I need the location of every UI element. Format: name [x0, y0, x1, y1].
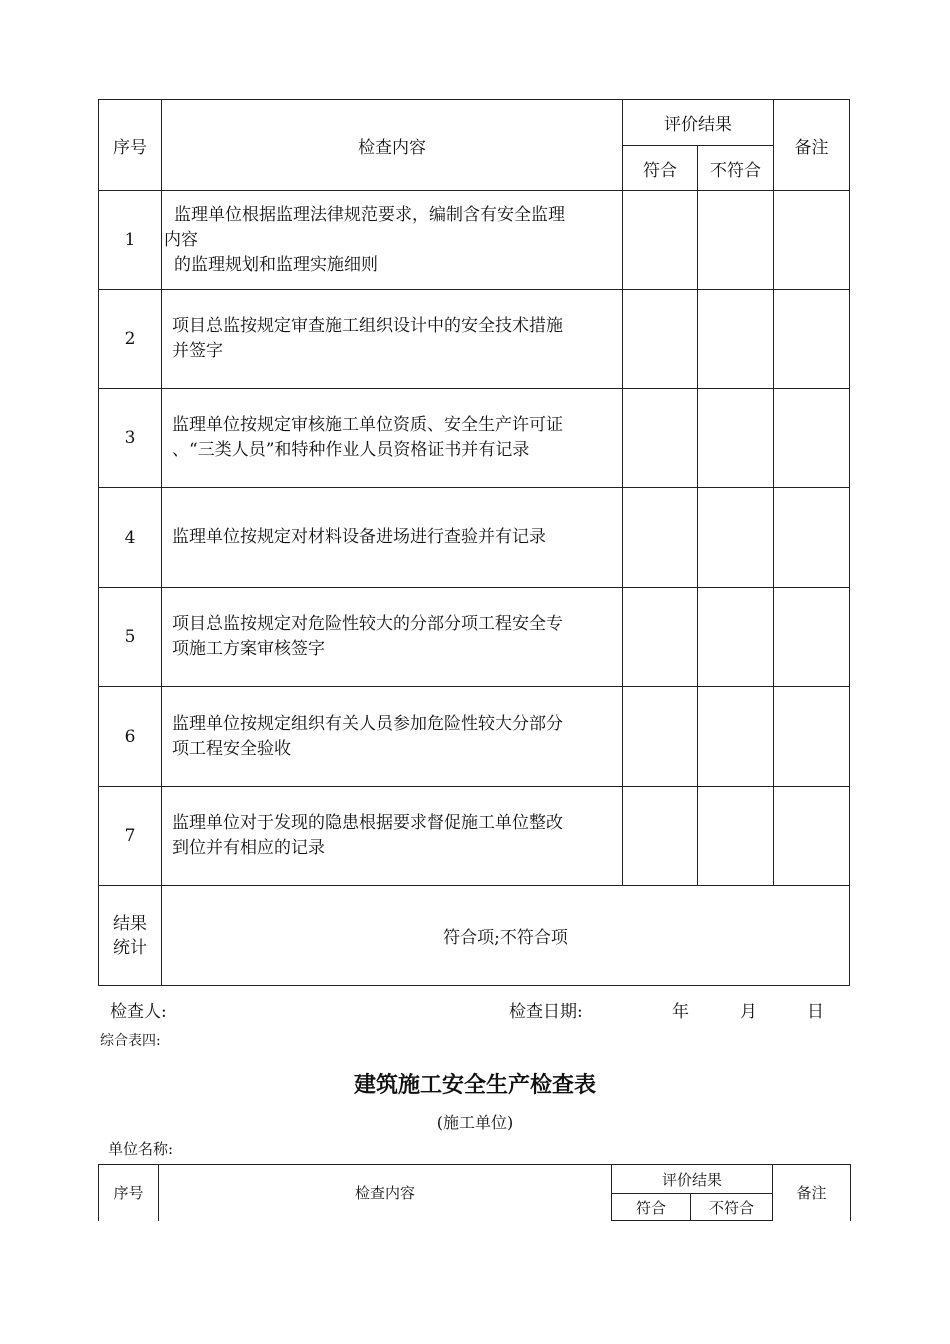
table-row — [99, 191, 850, 290]
cell-no[interactable] — [698, 389, 774, 488]
unit-name-label: 单位名称: — [108, 1140, 174, 1158]
table-row — [99, 687, 850, 787]
cell-note[interactable] — [774, 389, 850, 488]
header-seq: 序号 — [99, 1165, 159, 1221]
content-line: 到位并有相应的记录 — [172, 838, 325, 858]
cell-note[interactable] — [774, 191, 850, 290]
table-row — [99, 290, 850, 389]
stats-label-line: 结果 — [113, 913, 147, 934]
cell-yes[interactable] — [623, 488, 698, 588]
cell-note[interactable] — [774, 488, 850, 588]
row-content — [162, 191, 623, 290]
cell-no[interactable] — [698, 787, 774, 886]
table-row — [99, 787, 850, 886]
cell-note[interactable] — [774, 787, 850, 886]
content-line: 监理单位按规定组织有关人员参加危险性较大分部分 — [172, 713, 563, 734]
row-content — [162, 787, 623, 886]
month-label: 月 — [740, 1002, 757, 1022]
date-label: 检查日期: — [509, 1002, 583, 1022]
row-content — [162, 687, 623, 787]
content-line: 监理单位按规定审核施工单位资质、安全生产许可证 — [172, 415, 563, 435]
header-note: 备注 — [774, 100, 850, 191]
stats-row — [99, 886, 850, 986]
cell-note[interactable] — [774, 687, 850, 787]
row-seq: 2 — [99, 290, 162, 389]
header-no: 不符合 — [691, 1194, 773, 1221]
header-content: 检查内容 — [159, 1165, 612, 1221]
header-yes: 符合 — [623, 146, 698, 191]
year-label: 年 — [672, 1002, 689, 1022]
stats-value: 符合项;不符合项 — [162, 886, 850, 986]
cell-note[interactable] — [774, 290, 850, 389]
inspector-label: 检查人: — [110, 1002, 167, 1022]
cell-no[interactable] — [698, 687, 774, 787]
cell-no[interactable] — [698, 290, 774, 389]
row-content — [162, 588, 623, 687]
cell-yes[interactable] — [623, 191, 698, 290]
cell-yes[interactable] — [623, 588, 698, 687]
cell-no[interactable] — [698, 191, 774, 290]
header-seq: 序号 — [99, 100, 162, 191]
table-row — [99, 588, 850, 687]
cell-yes[interactable] — [623, 787, 698, 886]
row-content — [162, 290, 623, 389]
day-label: 日 — [807, 1002, 824, 1022]
row-seq: 1 — [99, 191, 162, 290]
stats-label-line: 统计 — [113, 937, 147, 958]
row-seq: 4 — [99, 488, 162, 588]
cell-yes[interactable] — [623, 290, 698, 389]
cell-yes[interactable] — [623, 389, 698, 488]
row-content — [162, 389, 623, 488]
header-content: 检查内容 — [162, 100, 623, 191]
content-line: 内容 — [164, 229, 198, 250]
content-line: 、“三类人员”和特种作业人员资格证书并有记录 — [172, 440, 530, 460]
cell-no[interactable] — [698, 488, 774, 588]
content-line: 监理单位按规定对材料设备进场进行查验并有记录 — [172, 527, 546, 547]
table-row — [99, 488, 850, 588]
content-line: 项目总监按规定对危险性较大的分部分项工程安全专 — [172, 614, 563, 634]
page-subtitle: (施工单位) — [436, 1113, 514, 1132]
row-content — [162, 488, 623, 588]
header-eval: 评价结果 — [612, 1165, 773, 1194]
content-line: 并签字 — [172, 341, 223, 361]
content-line: 的监理规划和监理实施细则 — [174, 254, 378, 275]
cell-note[interactable] — [774, 588, 850, 687]
row-seq: 7 — [99, 787, 162, 886]
content-line: 项施工方案审核签字 — [172, 639, 325, 659]
inspection-table — [98, 99, 850, 986]
row-seq: 5 — [99, 588, 162, 687]
header-yes: 符合 — [612, 1194, 691, 1221]
stats-label — [99, 886, 162, 986]
cell-no[interactable] — [698, 588, 774, 687]
inspection-table-2 — [98, 1164, 851, 1221]
content-line: 项工程安全验收 — [172, 738, 291, 759]
content-line: 项目总监按规定审查施工组织设计中的安全技术措施 — [172, 316, 563, 336]
header-note: 备注 — [773, 1165, 851, 1221]
content-line: 监理单位根据监理法律规范要求，编制含有安全监理 — [174, 204, 565, 225]
content-line: 监理单位对于发现的隐患根据要求督促施工单位整改 — [172, 813, 563, 833]
header-no: 不符合 — [698, 146, 774, 191]
header-eval: 评价结果 — [623, 100, 774, 146]
cell-yes[interactable] — [623, 687, 698, 787]
row-seq: 3 — [99, 389, 162, 488]
form-note: 综合表四: — [100, 1033, 161, 1049]
table-row — [99, 389, 850, 488]
row-seq: 6 — [99, 687, 162, 787]
page-title: 建筑施工安全生产检查表 — [353, 1073, 596, 1098]
